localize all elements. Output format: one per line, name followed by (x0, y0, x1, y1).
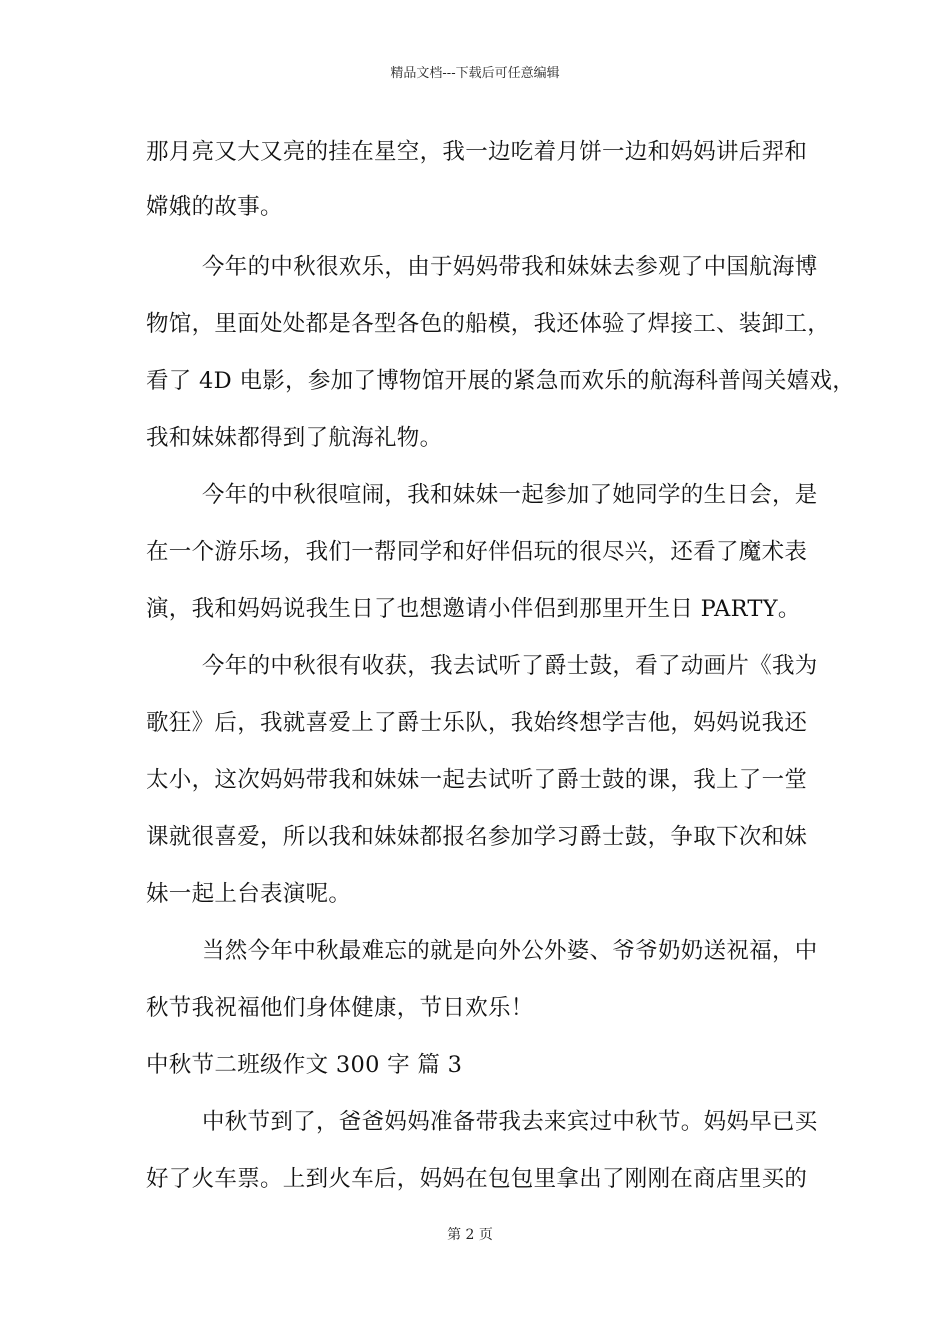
paragraph-line: 今年的中秋很欢乐，由于妈妈带我和妹妹去参观了中国航海博 (202, 254, 818, 280)
text-line: 秋节我祝福他们身体健康，节日欢乐！ (146, 995, 534, 1021)
text-line: 歌狂》后，我就喜爱上了爵士乐队，我始终想学吉他，妈妈说我还 (146, 710, 808, 736)
text-line: 妹一起上台表演呢。 (146, 881, 352, 907)
section-heading: 中秋节二班级作文 300 字 篇 3 (146, 1052, 463, 1078)
text-line: 那月亮又大又亮的挂在星空，我一边吃着月饼一边和妈妈讲后羿和 (146, 139, 808, 165)
text-line: 在一个游乐场，我们一帮同学和好伴侣玩的很尽兴，还看了魔术表 (146, 539, 808, 565)
page-header: 精品文档---下载后可任意编辑 (390, 66, 560, 81)
text-line: 我和妹妹都得到了航海礼物。 (146, 425, 443, 451)
text-line: 演，我和妈妈说我生日了也想邀请小伴侣到那里开生日 PARTY。 (146, 596, 801, 622)
paragraph-line: 今年的中秋很有收获，我去试听了爵士鼓，看了动画片《我为 (202, 653, 818, 679)
text-line: 课就很喜爱，所以我和妹妹都报名参加学习爵士鼓，争取下次和妹 (146, 824, 808, 850)
text-line: 物馆，里面处处都是各型各色的船模，我还体验了焊接工、装卸工， (146, 311, 831, 337)
text-line: 嫦娥的故事。 (146, 194, 283, 220)
text-line: 好了火车票。上到火车后，妈妈在包包里拿出了刚刚在商店里买的 (146, 1166, 808, 1192)
page-number: 第 2 页 (447, 1227, 493, 1243)
text-line: 看了 4D 电影，参加了博物馆开展的紧急而欢乐的航海科普闯关嬉戏， (146, 368, 856, 394)
paragraph-line: 今年的中秋很喧闹，我和妹妹一起参加了她同学的生日会，是 (202, 482, 818, 508)
paragraph-line: 中秋节到了，爸爸妈妈准备带我去来宾过中秋节。妈妈早已买 (202, 1109, 818, 1135)
paragraph-line: 当然今年中秋最难忘的就是向外公外婆、爷爷奶奶送祝福，中 (202, 938, 818, 964)
text-line: 太小，这次妈妈带我和妹妹一起去试听了爵士鼓的课，我上了一堂 (146, 767, 808, 793)
